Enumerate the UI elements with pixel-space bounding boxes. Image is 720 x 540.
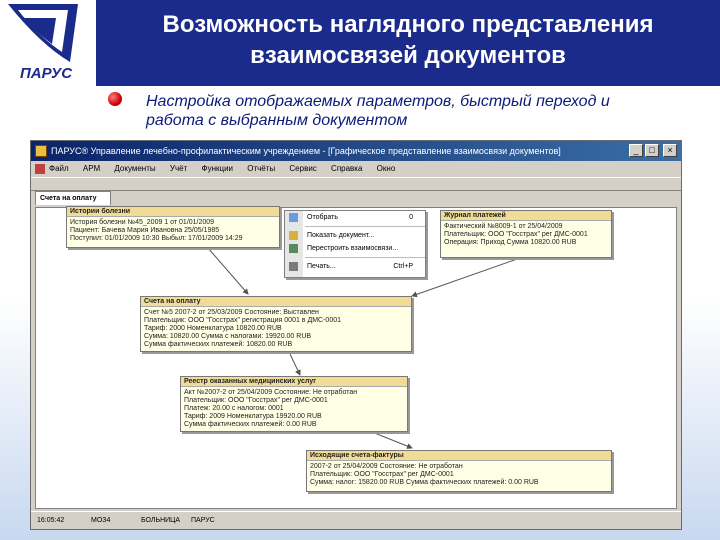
card-line: Плательщик: ООО "Госстрах" регистрация 0001 в ДМС-0001 [144, 317, 342, 324]
card-invoice[interactable] [140, 296, 412, 352]
card-line: Плательщик: ООО "Госстрах" рег ДМС-0001 [184, 397, 328, 404]
status-field-3: БОЛЬНИЦА [141, 517, 181, 524]
card-acts[interactable] [180, 376, 408, 432]
status-field-2: МОЗ4 [91, 517, 111, 524]
svg-text:ПАРУС: ПАРУС [20, 65, 73, 82]
card-line: Сумма фактических платежей: 10820.00 RUB [144, 341, 293, 348]
card-line: История болезни №45_2009 1 от 01/01/2009 [70, 219, 215, 226]
tab-invoices[interactable]: Счета на оплату [35, 191, 111, 205]
slide-title-line2: взаимосвязей документов [250, 42, 566, 69]
arrow-payments-invoice [412, 258, 520, 296]
card-line: Фактический №8009-1 от 25/04/2009 [444, 223, 563, 230]
ctx-item-shortcut: 0 [409, 214, 413, 221]
minimize-button[interactable]: _ [629, 144, 643, 157]
ctx-item-select[interactable] [285, 211, 425, 224]
status-time: 16:05:42 [37, 517, 65, 524]
filter-icon [289, 213, 298, 222]
ctx-item-label: Показать документ... [307, 232, 375, 239]
card-payments-title: Журнал платежей [441, 211, 611, 221]
arrow-invoice-acts [290, 354, 300, 375]
card-line: Плательщик: ООО "Госстрах" рег ДМС-0001 [444, 231, 588, 238]
card-line: Акт №2007-2 от 25/04/2009 Состояние: Не отработан [184, 389, 358, 396]
card-line: Операция: Приход Сумма 10820.00 RUB [444, 239, 577, 246]
card-line: Счет №5 2007-2 от 25/03/2009 Состояние: Выставлен [144, 309, 319, 316]
slide-title-line1: Возможность наглядного представления [162, 11, 654, 38]
ctx-item-label: Отобрать [307, 214, 338, 221]
bullet-text-line2: работа с выбранным документом [146, 112, 408, 129]
menu-functions[interactable]: Функции [201, 164, 234, 173]
menu-help[interactable]: Справка [331, 164, 363, 173]
card-line: Поступил: 01/01/2009 10:30 Выбыл: 17/01/2009 14:29 [70, 235, 243, 242]
window-title: ПАРУС® Управление лечебно-профилактическим учреждением - [Графическое представление взаимосвязи документов] [51, 146, 561, 156]
ctx-item-label: Перестроить взаимосвязи... [307, 245, 399, 252]
card-line: Пациент: Бачева Мария Ивановна 25/05/1985 [70, 227, 220, 234]
rebuild-icon [289, 244, 298, 253]
ctx-item-print[interactable] [285, 260, 425, 273]
card-history-title: Истории болезни [67, 207, 279, 217]
card-acts-title: Реестр оказанных медицинских услуг [181, 377, 407, 387]
card-line: 2007-2 от 25/04/2009 Состояние: Не отработан [310, 463, 463, 470]
ctx-item-shortcut: Ctrl+P [393, 263, 413, 270]
menu-file[interactable]: Файл [49, 164, 69, 173]
card-line: Сумма фактических платежей: 0.00 RUB [184, 421, 317, 428]
card-factura-title: Исходящие счета-фактуры [307, 451, 611, 461]
bullet-text-line1: Настройка отображаемых параметров, быстрый переход и [146, 93, 610, 110]
menu-arm[interactable]: АРМ [82, 164, 101, 173]
card-line: Тариф: 2000 Номенклатура 10820.00 RUB [144, 325, 282, 332]
ctx-item-rebuild[interactable] [285, 242, 425, 255]
card-line: Сумма: налог: 15820.00 RUB Сумма фактических платежей: 0.00 RUB [310, 479, 539, 486]
close-button[interactable]: × [663, 144, 677, 157]
menu-service[interactable]: Сервис [289, 164, 317, 173]
card-factura[interactable] [306, 450, 612, 492]
ctx-item-show-document[interactable] [285, 229, 425, 242]
card-payments[interactable] [440, 210, 612, 258]
ctx-item-label: Печать... [307, 263, 336, 270]
card-invoice-title: Счета на оплату [141, 297, 411, 307]
menu-documents[interactable]: Документы [114, 164, 156, 173]
card-line: Сумма: 10820.00 Сумма с налогами: 19920.00 RUB [144, 333, 312, 340]
document-icon [289, 231, 298, 240]
menu-reports[interactable]: Отчёты [247, 164, 276, 173]
card-line: Тариф: 2009 Номенклатура 19920.00 RUB [184, 413, 322, 420]
maximize-button[interactable]: □ [645, 144, 659, 157]
status-field-4: ПАРУС [191, 517, 215, 524]
card-line: Плательщик: ООО "Госстрах" рег ДМС-0001 [310, 471, 454, 478]
context-menu [284, 210, 426, 278]
arrow-acts-factura [372, 432, 412, 448]
menu-window[interactable]: Окно [376, 164, 396, 173]
card-line: Платеж: 20.00 с налогом: 0001 [184, 405, 284, 412]
card-history[interactable] [66, 206, 280, 248]
printer-icon [289, 262, 298, 271]
menu-account[interactable]: Учёт [169, 164, 188, 173]
arrow-history-invoice [208, 248, 248, 294]
